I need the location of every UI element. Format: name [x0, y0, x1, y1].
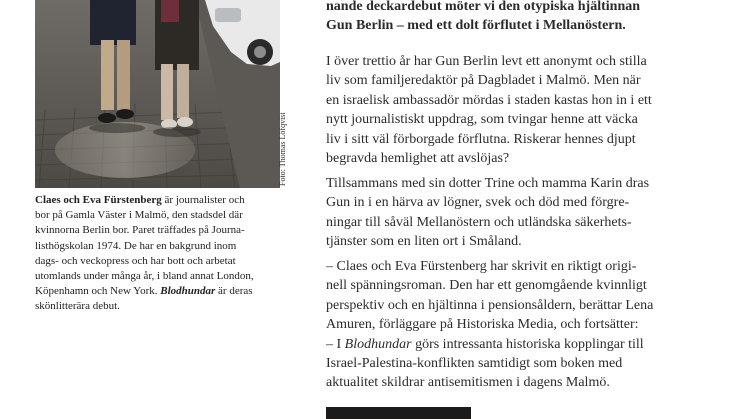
- book-cover-image: [326, 407, 471, 419]
- caption-line: kvinnorna Berlin bor. Paret träffades på Journa-: [35, 224, 245, 237]
- caption-book-title: Blodhundar: [160, 285, 216, 298]
- caption-line: dags- och veckopress och har bott och arbetat: [35, 254, 236, 267]
- caption-line: utomlands under många år, i bland annat London,: [35, 270, 254, 283]
- article-paragraph-1: I över trettio år har Gun Berlin levt ett anonymt och stilla liv som familjeredaktör på Dagbladet i Malmö. Men när en israelisk ambassadör mördas i staden kastas hon in i ett nytt journalistiskt uppdrag, som tvingar henne att väcka liv i sitt väl förborgade förflutna. Riskerar hennes djupt begravda hemlighet att avslöjas?: [326, 54, 652, 167]
- caption-line: Claes och Eva Fürstenberg är journalister och: [35, 194, 245, 206]
- caption-line: bor på Gamla Väster i Malmö, den stadsdel där: [35, 209, 243, 222]
- photo-credit: Foto: Thomas Löfqvist: [278, 112, 287, 186]
- caption-author-names: Claes och Eva Fürstenberg: [35, 194, 162, 206]
- caption-line: Köpenhamn och New York. Blodhundar är deras: [35, 285, 253, 298]
- article-lead: nande deckardebut möter vi den otypiska hjältinnan Gun Berlin – med ett dolt förflutet i Mellanöstern.: [326, 0, 641, 34]
- article-quote-line: – I Blodhundar görs intressanta historiska kopplingar till: [326, 336, 644, 352]
- article-book-title: Blodhundar: [344, 336, 412, 352]
- photo-caption: [35, 193, 285, 315]
- street-photo-illustration: [35, 0, 280, 188]
- caption-line: skönlitterära debut.: [35, 300, 120, 313]
- article-paragraph-3: – Claes och Eva Fürstenberg har skrivit en riktigt origi- nell spänningsroman. Den har ett genomgående kvinnligt perspektiv och en hjältinna i pensionsåldern, berättar Lena Amuren, förläggare på Historiska Media, och fortsätter: – I Blodhundar görs intressanta historiska kopplingar till Israel-Palestina-konflikten samtidigt som boken med aktualitet skildrar antisemitismen i dagens Malmö.: [326, 257, 726, 393]
- article-paragraph-2: Tillsammans med sin dotter Trine och mamma Karin dras Gun in i en härva av lögner, svek och död med förgre- ningar till såväl Mellanöstern och utländska säkerhets- tjänster som en liten ort i Småland.: [326, 176, 650, 250]
- author-photo: [35, 0, 280, 188]
- caption-line: listhögskolan 1974. De har en bakgrund inom: [35, 239, 237, 252]
